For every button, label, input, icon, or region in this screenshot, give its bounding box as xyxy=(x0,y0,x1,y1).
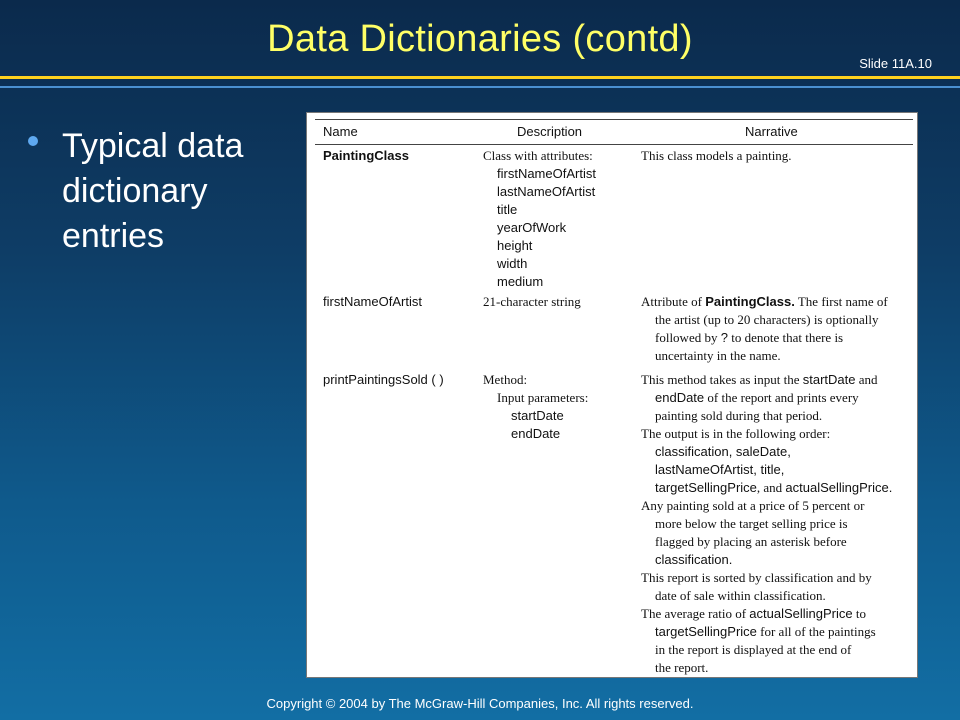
narr-line xyxy=(641,329,921,347)
desc-line: title xyxy=(497,202,518,217)
narr-line: date of sale within classification. xyxy=(655,588,826,603)
narr-line: flagged by placing an asterisk before xyxy=(655,534,847,549)
desc-line: width xyxy=(497,256,528,271)
slide-title: Data Dictionaries (contd) xyxy=(267,18,693,60)
narr-text: The average ratio of xyxy=(641,606,750,621)
narr-line xyxy=(641,479,921,497)
narr-text: , and xyxy=(756,480,786,495)
slide-number: Slide 11A.10 xyxy=(859,56,932,71)
entry-narrative xyxy=(641,371,921,677)
desc-line: lastNameOfArtist xyxy=(497,184,596,199)
desc-line: Input parameters: xyxy=(497,390,589,405)
narr-line xyxy=(641,293,921,311)
narr-line: the report. xyxy=(655,660,709,675)
bullet-dot-icon xyxy=(28,136,38,146)
narr-code: PaintingClass. xyxy=(705,294,795,309)
title-divider-yellow xyxy=(0,76,960,79)
narr-line: lastNameOfArtist, title, xyxy=(655,462,785,477)
copyright-footer: Copyright © 2004 by The McGraw-Hill Companies, Inc. All rights reserved. xyxy=(266,696,694,711)
narr-code: endDate xyxy=(655,390,705,405)
narr-line: classification, saleDate, xyxy=(655,444,791,459)
header-name: Name xyxy=(323,124,358,139)
narr-text: Attribute of xyxy=(641,294,706,309)
narr-line xyxy=(641,389,921,407)
title-divider-blue xyxy=(0,86,960,88)
narr-line: classification. xyxy=(655,552,733,567)
desc-line: Method: xyxy=(483,372,528,387)
narr-text: for all of the paintings xyxy=(756,624,876,639)
entry-name: firstNameOfArtist xyxy=(323,294,422,309)
narr-line: painting sold during that period. xyxy=(655,408,823,423)
narr-line xyxy=(641,623,921,641)
header-narrative: Narrative xyxy=(745,124,798,139)
entry-description xyxy=(483,147,653,291)
narr-code: targetSellingPrice xyxy=(655,480,757,495)
narr-line: Any painting sold at a price of 5 percent or xyxy=(641,498,865,513)
narr-code: actualSellingPrice xyxy=(749,606,853,621)
data-dictionary-table xyxy=(306,112,918,678)
narr-text: The first name of xyxy=(794,294,888,309)
narr-code: targetSellingPrice xyxy=(655,624,757,639)
narr-line: The output is in the following order: xyxy=(641,426,831,441)
entry-narrative xyxy=(641,293,921,365)
entry-description xyxy=(483,293,653,311)
header-description: Description xyxy=(517,124,583,139)
narr-line xyxy=(641,605,921,623)
desc-line: Class with attributes: xyxy=(483,148,593,163)
desc-line: yearOfWork xyxy=(497,220,567,235)
desc-line: height xyxy=(497,238,533,253)
narr-code: startDate xyxy=(802,372,856,387)
entry-name: printPaintingsSold ( ) xyxy=(323,372,444,387)
narr-text: to denote that there is xyxy=(727,330,844,345)
desc-line: endDate xyxy=(511,426,561,441)
narr-line: more below the target selling price is xyxy=(655,516,848,531)
narr-text: to xyxy=(852,606,866,621)
table-header-row xyxy=(315,119,913,145)
narr-text: of the report and prints every xyxy=(704,390,859,405)
narr-line: This class models a painting. xyxy=(641,148,792,163)
desc-line: 21-character string xyxy=(483,294,581,309)
entry-narrative xyxy=(641,147,921,165)
narr-code: actualSellingPrice. xyxy=(785,480,893,495)
desc-line: medium xyxy=(497,274,544,289)
desc-line: firstNameOfArtist xyxy=(497,166,596,181)
narr-line: This report is sorted by classification and by xyxy=(641,570,872,585)
bullet-text: Typical data dictionary entries xyxy=(62,127,244,255)
narr-text: This method takes as input the xyxy=(641,372,803,387)
entry-description xyxy=(483,371,653,443)
narr-line: in the report is displayed at the end of xyxy=(655,642,852,657)
narr-line: the artist (up to 20 characters) is optionally xyxy=(655,312,879,327)
entry-name: PaintingClass xyxy=(323,148,409,163)
narr-text: and xyxy=(855,372,878,387)
narr-line: uncertainty in the name. xyxy=(655,348,781,363)
narr-text: followed by xyxy=(655,330,721,345)
desc-line: startDate xyxy=(511,408,564,423)
narr-line xyxy=(641,371,921,389)
narr-code: ? xyxy=(720,330,728,345)
